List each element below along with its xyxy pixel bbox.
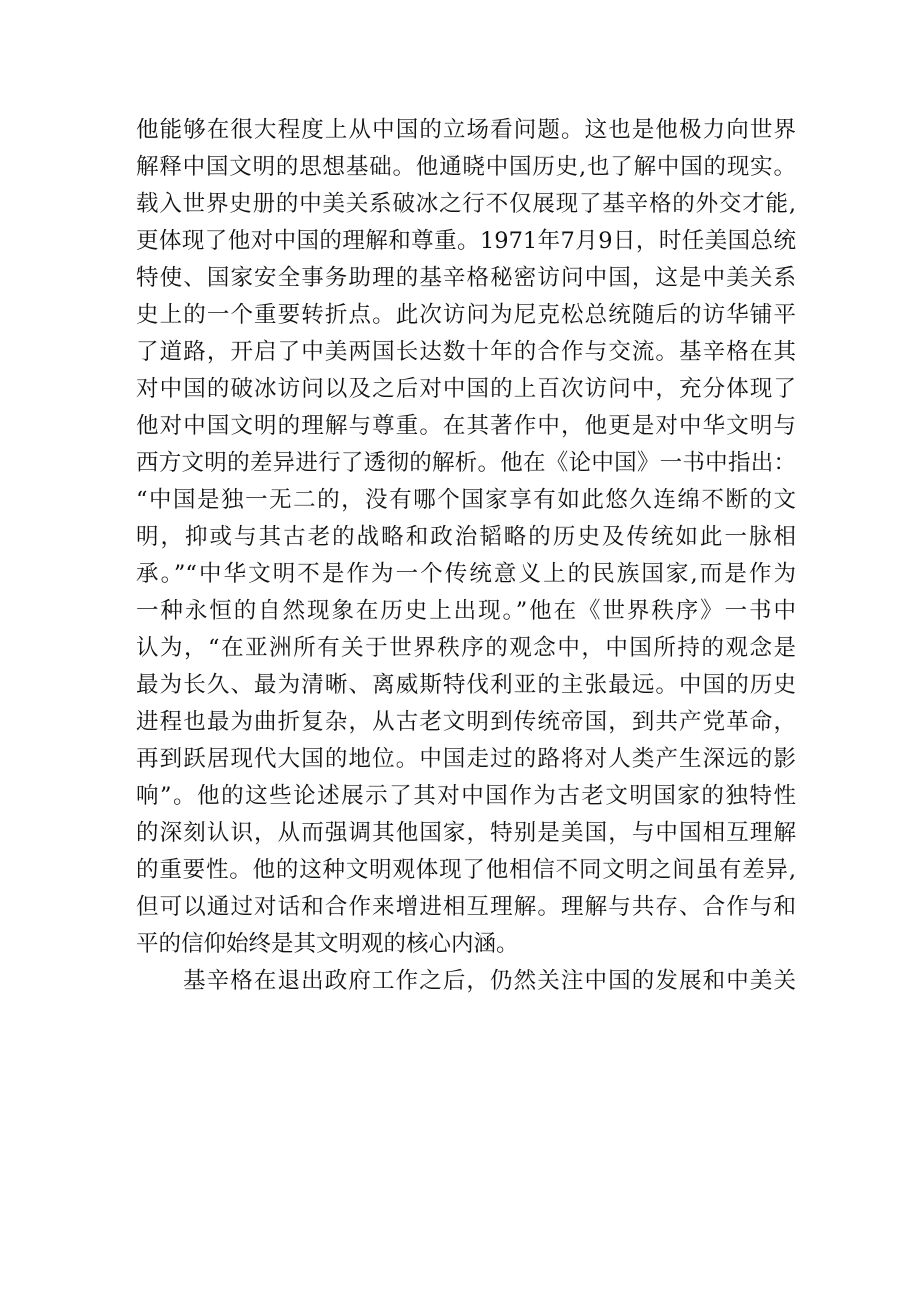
text-line-18: 再到跃居现代大国的地位。中国走过的路将对人类产生深远的影 xyxy=(136,746,796,772)
text-line-22: 但可以通过对话和合作来增进相互理解。理解与共存、合作与和 xyxy=(136,894,796,920)
text-line-16: 最为长久、最为清晰、离威斯特伐利亚的主张最远。中国的历史 xyxy=(136,672,796,698)
text-line-10: 西方文明的差异进行了透彻的解析。他在《论中国》一书中指出： xyxy=(136,450,796,476)
text-line-15: 认为，“在亚洲所有关于世界秩序的观念中，中国所持的观念是 xyxy=(136,635,796,661)
text-line-4: 更体现了他对中国的理解和尊重。1971年7月9日，时任美国总统 xyxy=(136,228,796,254)
text-line-20: 的深刻认识，从而强调其他国家，特别是美国，与中国相互理解 xyxy=(136,820,796,846)
text-line-12: 明，抑或与其古老的战略和政治韬略的历史及传统如此一脉相 xyxy=(136,524,796,550)
text-line-24: 基辛格在退出政府工作之后，仍然关注中国的发展和中美关 xyxy=(183,968,796,994)
text-line-6: 史上的一个重要转折点。此次访问为尼克松总统随后的访华铺平 xyxy=(136,302,796,328)
text-line-21: 的重要性。他的这种文明观体现了他相信不同文明之间虽有差异, xyxy=(136,857,796,883)
text-line-11: “中国是独一无二的，没有哪个国家享有如此悠久连绵不断的文 xyxy=(136,487,796,513)
text-line-23: 平的信仰始终是其文明观的核心内涵。 xyxy=(136,931,519,957)
text-line-1: 他能够在很大程度上从中国的立场看问题。这也是他极力向世界 xyxy=(136,117,796,143)
text-line-5: 特使、国家安全事务助理的基辛格秘密访问中国，这是中美关系 xyxy=(136,265,796,291)
text-line-7: 了道路，开启了中美两国长达数十年的合作与交流。基辛格在其 xyxy=(136,339,796,365)
text-line-13: 承。”“中华文明不是作为一个传统意义上的民族国家,而是作为 xyxy=(136,561,796,587)
text-line-14: 一种永恒的自然现象在历史上出现。”他在《世界秩序》一书中 xyxy=(136,598,796,624)
text-line-17: 进程也最为曲折复杂，从古老文明到传统帝国，到共产党革命， xyxy=(136,709,796,735)
text-line-2: 解释中国文明的思想基础。他通晓中国历史,也了解中国的现实。 xyxy=(136,154,796,180)
text-line-3: 载入世界史册的中美关系破冰之行不仅展现了基辛格的外交才能, xyxy=(136,191,796,217)
text-line-19: 响”。他的这些论述展示了其对中国作为古老文明国家的独特性 xyxy=(136,783,796,809)
text-line-9: 他对中国文明的理解与尊重。在其著作中，他更是对中华文明与 xyxy=(136,413,796,439)
body-text xyxy=(136,112,796,1000)
text-line-8: 对中国的破冰访问以及之后对中国的上百次访问中，充分体现了 xyxy=(136,376,796,402)
